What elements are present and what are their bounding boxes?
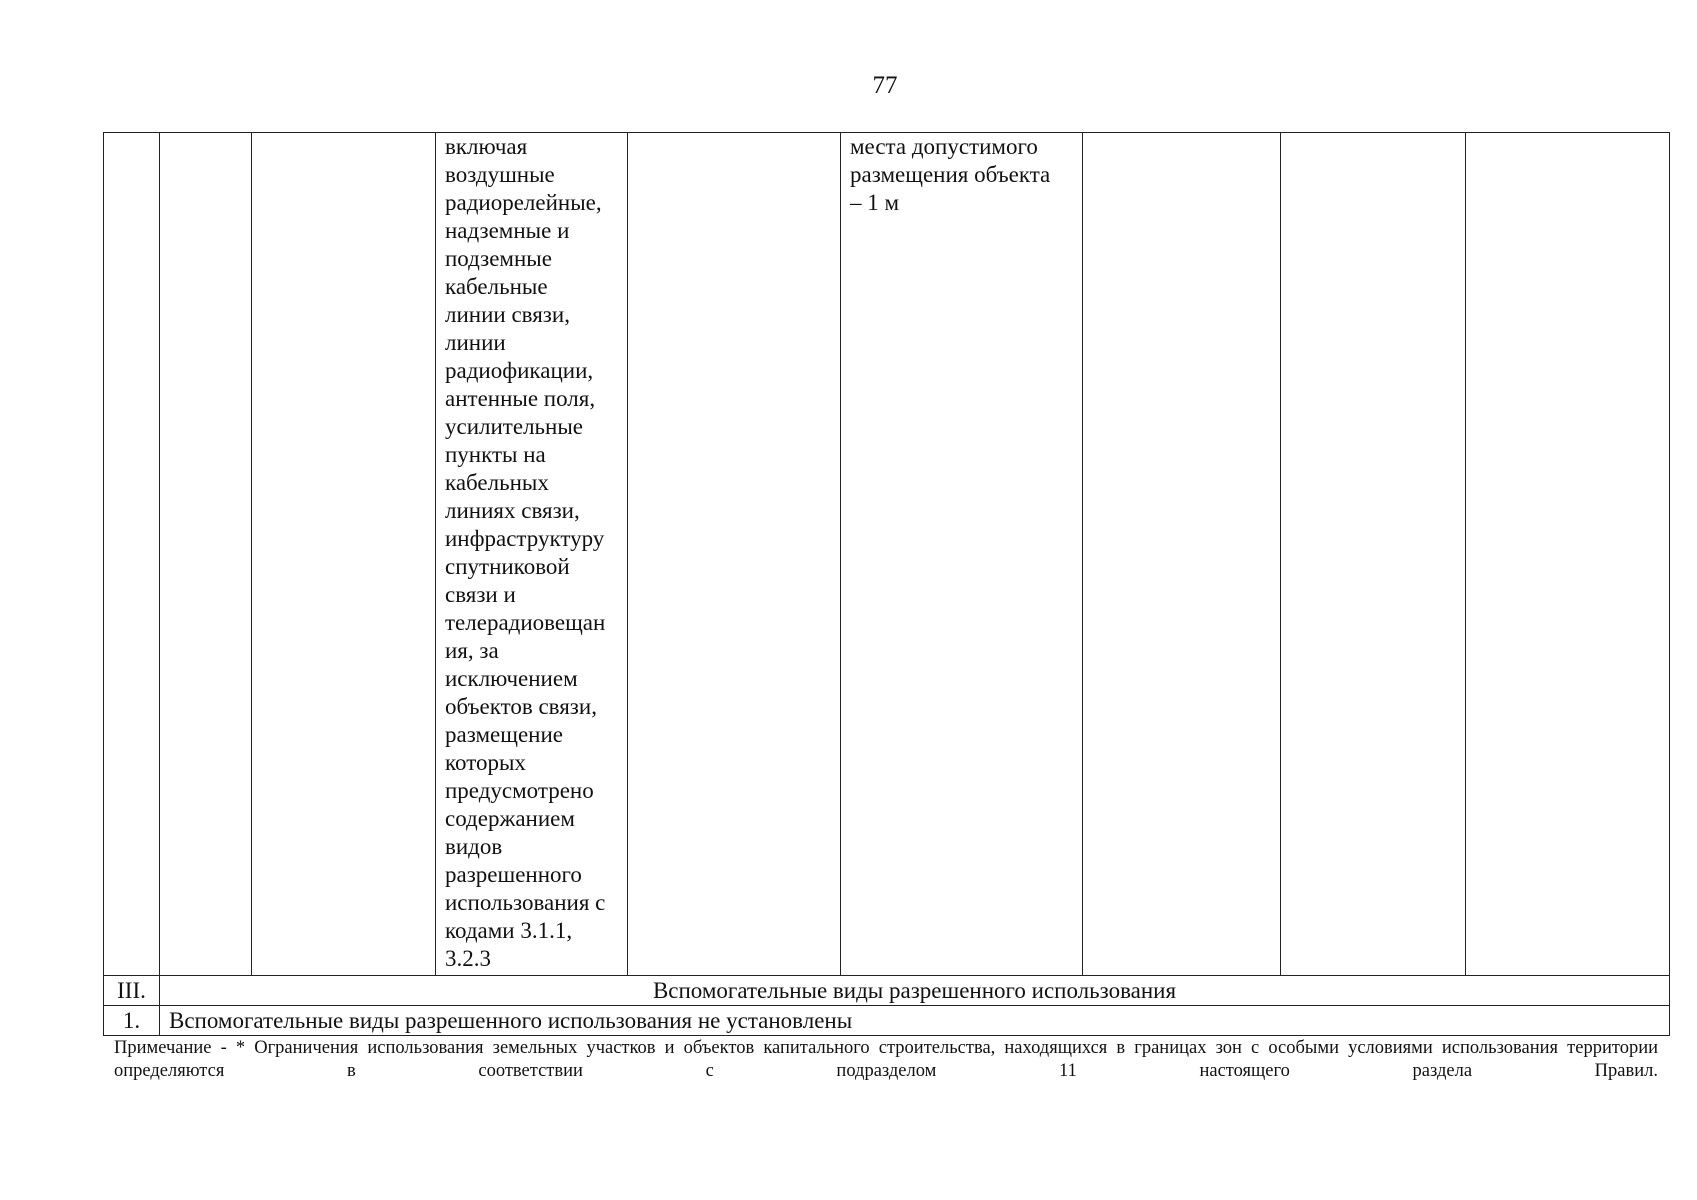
- item-number: 1.: [104, 1006, 160, 1036]
- table-row-section: [104, 976, 1670, 1006]
- cell-line: связи и: [445, 582, 516, 607]
- cell-line: использования с: [445, 890, 606, 915]
- cell-line: линии: [445, 330, 506, 355]
- table-cell: [104, 133, 160, 976]
- cell-line: 3.2.3: [445, 946, 491, 971]
- item-text: Вспомогательные виды разрешенного использования не установлены: [160, 1006, 1670, 1036]
- page-number: 77: [872, 72, 898, 99]
- cell-line: размещения объекта: [850, 162, 1051, 187]
- cell-line: содержанием: [445, 806, 575, 831]
- cell-line: кодами 3.1.1,: [445, 918, 573, 943]
- cell-line: усилительные: [445, 414, 583, 439]
- footnote-line-2: территории определяются в соответствии с подразделом 11 настоящего раздела Правил.: [114, 1038, 1659, 1081]
- cell-line: кабельных: [445, 470, 549, 495]
- table-cell: [1466, 133, 1670, 976]
- cell-line: исключением: [445, 666, 578, 691]
- section-title: Вспомогательные виды разрешенного использования: [160, 976, 1670, 1006]
- table-row-item: [104, 1006, 1670, 1036]
- footnote-line-1: Примечание - * Ограничения использования земельных участков и объектов капитального строительства, находящихся в границах зон с особыми условиями использования: [114, 1038, 1559, 1058]
- cell-line: надземные и: [445, 218, 570, 243]
- cell-line: разрешенного: [445, 862, 582, 887]
- cell-line: размещение: [445, 722, 563, 747]
- table-cell: [628, 133, 841, 976]
- table-cell: [1083, 133, 1281, 976]
- cell-line: видов: [445, 834, 503, 859]
- cell-line: спутниковой: [445, 554, 570, 579]
- cell-line: радиорелейные,: [445, 190, 602, 215]
- table-cell: [252, 133, 436, 976]
- cell-line: которых: [445, 750, 526, 775]
- land-use-table: [103, 132, 1670, 1036]
- cell-line: предусмотрено: [445, 778, 594, 803]
- cell-line: кабельные: [445, 274, 548, 299]
- cell-line: телерадиовещан: [445, 610, 606, 635]
- cell-line: ия, за: [445, 638, 499, 663]
- cell-line: включая: [445, 134, 528, 159]
- cell-line: линиях связи,: [445, 498, 580, 523]
- cell-line: объектов связи,: [445, 694, 597, 719]
- cell-line: пункты на: [445, 442, 546, 467]
- table-cell-parameters: [841, 133, 1083, 976]
- table-cell: [1281, 133, 1466, 976]
- cell-line: антенные поля,: [445, 386, 596, 411]
- cell-line: воздушные: [445, 162, 555, 187]
- table-row-continued: [104, 133, 1670, 976]
- section-number: III.: [104, 976, 160, 1006]
- table-cell-description: [436, 133, 628, 976]
- cell-line: инфраструктуру: [445, 526, 605, 551]
- cell-line: линии связи,: [445, 302, 570, 327]
- footnote: [114, 1037, 1658, 1083]
- cell-line: подземные: [445, 246, 552, 271]
- cell-line: радиофикации,: [445, 358, 594, 383]
- cell-line: – 1 м: [850, 190, 900, 215]
- table-cell: [160, 133, 252, 976]
- cell-line: места допустимого: [850, 134, 1038, 159]
